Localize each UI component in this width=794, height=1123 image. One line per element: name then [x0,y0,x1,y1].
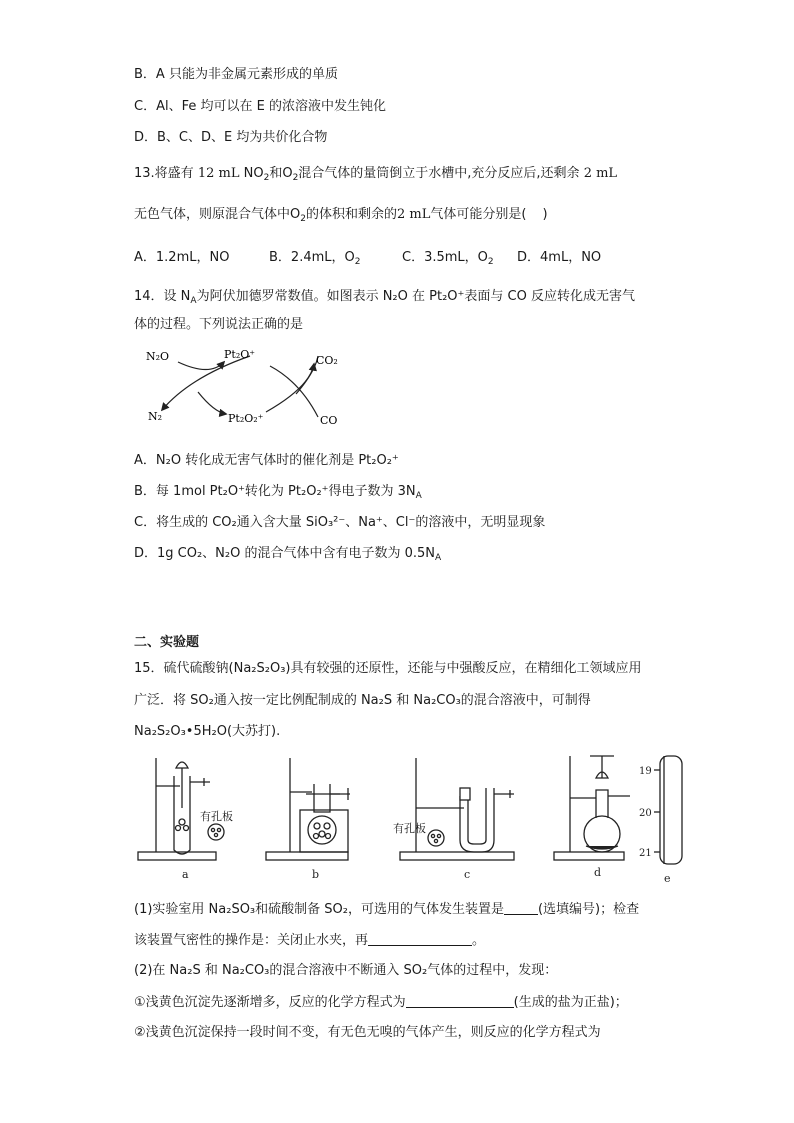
q12-option-d: D．B、C、D、E 均为共价化合物 [134,130,328,145]
label-d: d [594,866,602,879]
q13-stem-line2: 无色气体，则原混合气体中$O_2$的体积和剩余的2 mL气体可能分别是( ) [134,207,548,224]
left-upper-arc [178,362,224,370]
q15-part1-line2: 该装置气密性的操作是：关闭止水夹，再 。 [134,933,486,948]
q13-stem-line1: 13.将盛有 12 mL $NO_2$和$O_2$混合气体的量筒倒立于水槽中,充分反应后,还剩余 2 mL [134,166,618,183]
q12-option-b: B．A 只能为非金属元素形成的单质 [134,67,338,82]
label-co2: CO₂ [316,354,338,367]
tick-20: 20 [639,808,652,819]
answer-blank-equation-1[interactable] [406,993,514,1008]
q13-option-b: B．2.4mL，$O_2$ [269,250,361,267]
label-n2: N₂ [148,410,163,423]
q15-part2-item1: ①浅黄色沉淀先逐渐增多，反应的化学方程式为 (生成的盐为正盐)； [134,995,628,1010]
q14-option-a: A．N₂O 转化成无害气体时的催化剂是 Pt₂O₂⁺ [134,453,399,468]
q14-option-b: B．每 1mol Pt₂O⁺转化为 Pt₂O₂⁺得电子数为 $3N_A$ [134,484,422,501]
q13-option-d: D．4mL，NO [517,250,602,265]
catalytic-cycle-diagram [140,342,360,432]
q14-option-c: C．将生成的 CO₂通入含大量 SiO₃²⁻、Na⁺、Cl⁻的溶液中，无明显现象 [134,515,546,530]
apparatus-d [554,756,630,860]
q15-stem-line3: Na₂S₂O₃•5H₂O(大苏打). [134,724,281,739]
label-c: c [464,868,471,881]
section-heading: 二、实验题 [134,635,200,650]
q15-part2-item2: ②浅黄色沉淀保持一段时间不变，有无色无嗅的气体产生，则反应的化学方程式为 [134,1025,601,1040]
label-n2o: N₂O [146,350,170,363]
q15-stem-line2: 广泛．将 SO₂通入按一定比例配制成的 Na₂S 和 Na₂CO₃的混合溶液中，可制得 [134,693,591,708]
apparatus-e [654,756,682,864]
q15-part1-line1: (1)实验室用 Na₂SO₃和硫酸制备 SO₂，可选用的气体发生装置是 (选填编号)；检查 [134,902,640,917]
answer-blank-airtightness[interactable] [368,931,472,946]
q15-part2: (2)在 Na₂S 和 Na₂CO₃的混合溶液中不断通入 SO₂气体的过程中，发现： [134,963,558,978]
q15-stem-line1: 15．硫代硫酸钠(Na₂S₂O₃)具有较强的还原性，还能与中强酸反应，在精细化工领域应用 [134,661,642,676]
left-return-arc [198,392,226,414]
tick-19: 19 [639,766,652,777]
label-pt2o2: Pt₂O₂⁺ [228,412,264,425]
porous-plate-label-1: 有孔板 [200,810,233,823]
label-pt2o: Pt₂O⁺ [224,348,256,361]
apparatus-c [400,758,514,860]
label-a: a [182,868,189,881]
q12-option-c: C．Al、Fe 均可以在 E 的浓溶液中发生钝化 [134,99,386,114]
q13-option-c: C．3.5mL，$O_2$ [402,250,494,267]
porous-plate-label-2: 有孔板 [393,822,426,835]
q13-option-a: A．1.2mL，NO [134,250,230,265]
label-co: CO [320,414,338,427]
answer-blank-device[interactable] [504,900,538,915]
right-upper-arc [266,364,314,412]
q14-option-d: D．1g CO₂、N₂O 的混合气体中含有电子数为 $0.5N_A$ [134,546,442,563]
q14-stem-line2: 体的过程。下列说法正确的是 [134,317,304,332]
label-e: e [664,872,671,885]
apparatus-b [266,758,350,860]
tick-21: 21 [639,848,652,859]
q14-stem-line1: 14．设 $N_A$为阿伏加德罗常数值。如图表示 N₂O 在 Pt₂O⁺表面与 CO 反应转化成无害气 [134,289,635,306]
label-b: b [312,868,320,881]
